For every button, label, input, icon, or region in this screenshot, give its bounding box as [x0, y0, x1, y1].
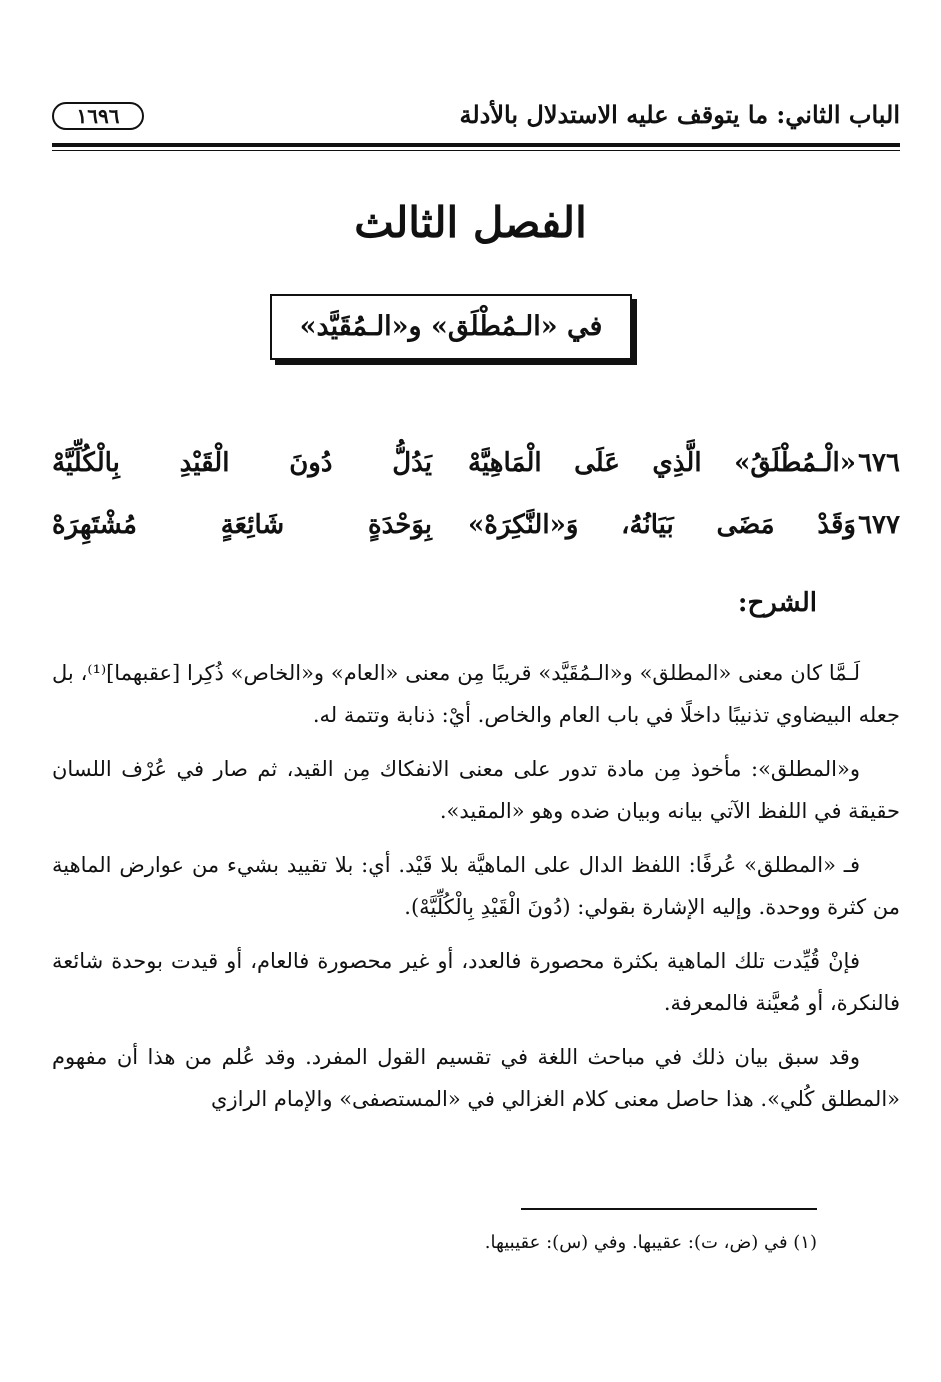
verse-first-hemistich: «الْـمُطْلَقُ» الَّذِي عَلَى الْمَاهِيَّهْ — [468, 448, 856, 478]
chapter-title: الفصل الثالث — [354, 198, 587, 247]
commentary-paragraph: و«المطلق»: مأخوذ مِن مادة تدور على معنى الانفكاك مِن القيد، ثم صار في عُرْف اللسان حقيقة في اللفظ الآتي بيانه وبيان ضده وهو «المقيد». — [52, 757, 900, 823]
header-rule-thick — [52, 143, 900, 147]
commentary-paragraph: لَـمَّا كان معنى «المطلق» و«الـمُقَيَّد» قريبًا مِن معنى «العام» و«الخاص» ذُكِرا [عقبهما]⁽¹⁾، بل جعله البيضاوي تذنيبًا داخلًا في باب العام والخاص. أيْ: ذنابة وتتمة له. — [52, 661, 900, 727]
verse-677 — [52, 506, 900, 550]
section-title: في «الـمُطْلَق» و«الـمُقَيَّد» — [299, 311, 603, 342]
header-rule-thin — [52, 150, 900, 151]
page-header — [52, 96, 900, 140]
section-title-box — [270, 294, 632, 360]
verse-second-hemistich: بِوَحْدَةٍ شَائِعَةٍ مُشْتَهِرَهْ — [52, 510, 432, 540]
commentary-paragraph: وقد سبق بيان ذلك في مباحث اللغة في تقسيم القول المفرد. وقد عُلم من هذا أن مفهوم «المطلق كُلي». هذا حاصل معنى كلام الغزالي في «المستصفى» والإمام الرازي — [52, 1045, 900, 1111]
verse-676 — [52, 444, 900, 488]
verse-number: ٦٧٧ — [858, 510, 900, 540]
footnote: (١) في (ض، ت): عقيبها. وفي (س): عقيبيها. — [484, 1232, 817, 1253]
commentary-paragraph: فـ «المطلق» عُرفًا: اللفظ الدال على الماهيَّة بلا قَيْد. أي: بلا تقييد بشيء من عوارض الماهية من كثرة ووحدة. وإليه الإشارة بقولي: (دُونَ الْقَيْدِ بِالْكُلِّيَّهْ). — [52, 853, 900, 919]
commentary-body — [52, 652, 900, 1132]
commentary-heading: الشرح: — [737, 588, 817, 618]
verse-second-hemistich: يَدُلُّ دُونَ الْقَيْدِ بِالْكُلِّيَّهْ — [52, 448, 432, 478]
verse-number: ٦٧٦ — [858, 448, 900, 478]
page-number: ١٦٩٦ — [52, 102, 144, 130]
verse-first-hemistich: وَقَدْ مَضَى بَيَانُهُ، وَ«النَّكِرَهْ» — [468, 510, 856, 540]
running-title: الباب الثاني: ما يتوقف عليه الاستدلال بالأدلة — [459, 100, 900, 129]
commentary-paragraph: فإنْ قُيِّدت تلك الماهية بكثرة محصورة فالعدد، أو غير محصورة فالعام، أو قيدت بوحدة شائعة فالنكرة، أو مُعيَّنة فالمعرفة. — [52, 949, 900, 1015]
footnote-separator — [521, 1208, 817, 1210]
